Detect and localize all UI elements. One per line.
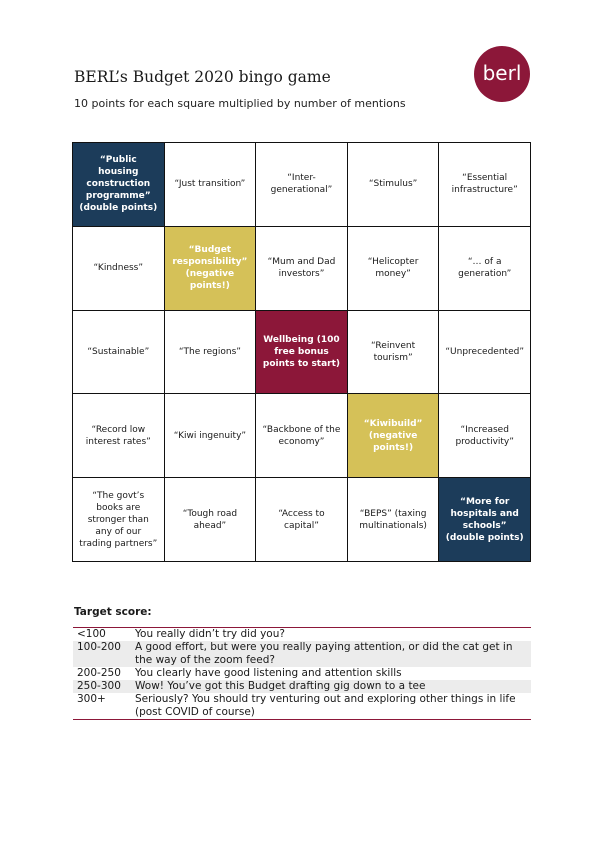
bingo-cell <box>73 227 165 311</box>
bingo-cell-text: “Inter-generational” <box>270 173 333 196</box>
bingo-cell <box>256 227 348 311</box>
score-row <box>73 693 531 719</box>
score-range: 300+ <box>77 693 106 705</box>
bingo-cell-text: “Kindness” <box>93 263 144 274</box>
bingo-cell <box>165 478 257 562</box>
bingo-cell-text: “Kiwibuild” (negative points!) <box>363 418 423 453</box>
logo-text: berl <box>482 61 522 85</box>
page-title: BERL’s Budget 2020 bingo game <box>74 68 331 86</box>
score-row <box>73 667 531 680</box>
bingo-cell <box>348 143 440 227</box>
target-score-table <box>73 627 531 720</box>
score-description: Seriously? You should try venturing out and exploring other things in life (post COVID of course) <box>135 693 516 718</box>
bingo-cell-text: “Budget responsibility” (negative points!) <box>172 245 248 292</box>
bingo-cell <box>73 478 165 562</box>
bingo-cell <box>348 311 440 395</box>
bingo-cell <box>256 143 348 227</box>
bingo-cell-text: “Tough road ahead” <box>182 508 238 531</box>
bingo-cell <box>165 143 257 227</box>
bingo-cell-text: “Mum and Dad investors” <box>267 257 336 280</box>
bingo-cell <box>73 311 165 395</box>
bingo-cell-text: “Just transition” <box>174 179 246 190</box>
bingo-cell-text: “Record low interest rates” <box>85 424 151 447</box>
bingo-cell <box>256 311 348 395</box>
score-row <box>73 641 531 667</box>
bingo-cell <box>165 227 257 311</box>
score-description: Wow! You’ve got this Budget drafting gig down to a tee <box>135 680 426 692</box>
bingo-cell-text: “Sustainable” <box>87 346 150 357</box>
score-row <box>73 628 531 641</box>
bingo-cell <box>165 311 257 395</box>
bingo-cell <box>165 394 257 478</box>
bingo-cell-text: “The regions” <box>178 346 241 357</box>
bingo-cell-text: “BEPS” (taxing multinationals) <box>359 508 427 531</box>
bingo-cell-text: “The govt’s books are stronger than any of our trading partners” <box>79 490 158 549</box>
score-description: A good effort, but were you really paying attention, or did the cat get in the way of the zoom feed? <box>135 641 513 666</box>
bingo-cell-text: Wellbeing (100 free bonus points to start) <box>262 334 341 369</box>
bingo-cell-text: “Backbone of the economy” <box>262 424 341 447</box>
bingo-cell-text: “Public housing construction programme” (double points) <box>79 155 158 214</box>
score-range: 250-300 <box>77 680 121 692</box>
score-row <box>73 680 531 693</box>
bingo-cell-text: “… of a generation” <box>458 257 512 280</box>
bingo-grid <box>72 142 531 562</box>
bingo-cell <box>439 143 531 227</box>
bingo-cell <box>439 394 531 478</box>
bingo-cell-text: “Stimulus” <box>368 179 418 190</box>
bingo-cell <box>73 143 165 227</box>
score-description: You really didn’t try did you? <box>135 628 285 640</box>
bingo-cell-text: “Essential infrastructure” <box>451 173 518 196</box>
score-range: <100 <box>77 628 106 640</box>
target-score-heading: Target score: <box>74 606 152 618</box>
bingo-cell <box>348 394 440 478</box>
score-range: 200-250 <box>77 667 121 679</box>
bingo-cell-text: “More for hospitals and schools” (double points) <box>445 496 524 543</box>
score-range: 100-200 <box>77 641 121 653</box>
bingo-cell-text: “Reinvent tourism” <box>371 340 416 363</box>
bingo-cell <box>256 478 348 562</box>
berl-logo <box>474 46 530 102</box>
bingo-cell-text: “Kiwi ingenuity” <box>173 430 247 441</box>
bingo-cell <box>348 478 440 562</box>
bingo-cell-text: “Helicopter money” <box>367 257 419 280</box>
bingo-cell <box>73 394 165 478</box>
bingo-cell <box>256 394 348 478</box>
bingo-cell-text: “Increased productivity” <box>455 424 514 447</box>
bingo-cell <box>439 478 531 562</box>
bingo-cell <box>348 227 440 311</box>
bingo-cell <box>439 227 531 311</box>
bingo-cell <box>439 311 531 395</box>
bingo-cell-text: “Access to capital” <box>278 508 325 531</box>
bingo-cell-text: “Unprecedented” <box>445 346 524 357</box>
score-description: You clearly have good listening and attention skills <box>135 667 402 679</box>
page-subtitle: 10 points for each square multiplied by number of mentions <box>74 97 406 110</box>
